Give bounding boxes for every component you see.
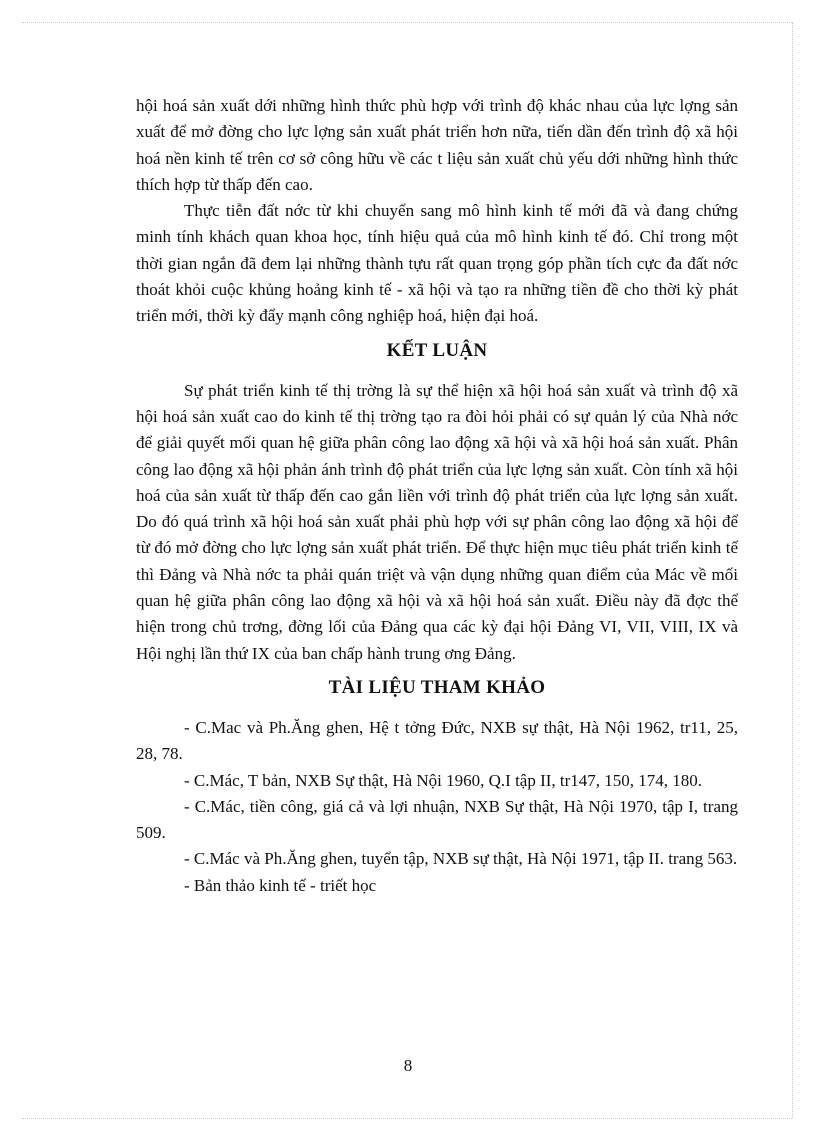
reference-item: - Bản thảo kinh tế - triết học bbox=[184, 875, 377, 895]
paragraph-continuation: hội hoá sản xuất dới những hình thức phù hợp với trình độ khác nhau của lực lợng sản xuất để mở đờng cho lực lợng sản xuất phát triển hơn nữa, tiến dần đến trình độ xã hội hoá nền kinh tế trên cơ sở công hữu về các t liệu sản xuất chủ yếu dới những hình thức thích hợp từ thấp đến cao. bbox=[136, 96, 738, 194]
page-number: 8 bbox=[403, 1056, 413, 1075]
page-content bbox=[136, 93, 738, 899]
conclusion-heading: KẾT LUẬN bbox=[386, 339, 488, 361]
reference-item: - C.Mác, tiền công, giá cả và lợi nhuận, NXB Sự thật, Hà Nội 1970, tập I, trang 509. bbox=[136, 796, 738, 843]
page-border-bottom bbox=[22, 1118, 792, 1119]
paragraph-conclusion: Sự phát triển kinh tế thị trờng là sự thể hiện xã hội hoá sản xuất và trình độ xã hội hoá sản xuất cao do kinh tế thị trờng tạo ra đòi hỏi phải có sự quản lý của Nhà nớc để giải quyết mối quan hệ giữa phân công lao động xã hội và xã hội hoá sản xuất. Phân công lao động xã hội phản ánh trình độ phát triển của lực lợng sản xuất. Còn tính xã hội hoá của sản xuất từ thấp đến cao gắn liền với trình độ phát triển của lực lợng sản xuất. Do đó quá trình xã hội hoá sản xuất phải phù hợp với sự phân công lao động xã hội để từ đó mở đờng cho lực lợng sản xuất phát triển. Để thực hiện mục tiêu phát triển kinh tế thì Đảng và Nhà nớc ta phải quán triệt và vận dụng những quan điểm của Mác về mối quan hệ giữa phân công lao động xã hội và xã hội hoá sản xuất. Điều này đã đợc thể hiện trong chủ trơng, đờng lối của Đảng qua các kỳ đại hội Đảng VI, VII, VIII, IX và Hội nghị lần thứ IX của ban chấp hành trung ơng Đảng. bbox=[136, 380, 738, 663]
page-border-top bbox=[22, 22, 792, 23]
paragraph-practice: Thực tiễn đất nớc từ khi chuyển sang mô hình kinh tế mới đã và đang chứng minh tính khách quan khoa học, tính hiệu quả của mô hình kinh tế đó. Chỉ trong một thời gian ngắn đã đem lại những thành tựu rất quan trọng góp phần tích cực đa đất nớc thoát khỏi cuộc khủng hoảng kinh tế - xã hội và tạo ra những tiền đề cho thời kỳ phát triển mới, thời kỳ đẩy mạnh công nghiệp hoá, hiện đại hoá. bbox=[136, 201, 738, 326]
reference-item: - C.Mác, T bản, NXB Sự thật, Hà Nội 1960, Q.I tập II, tr147, 150, 174, 180. bbox=[184, 770, 703, 790]
references-heading: TÀI LIỆU THAM KHẢO bbox=[328, 676, 546, 698]
reference-item: - C.Mac và Ph.Ăng ghen, Hệ t tởng Đức, NXB sự thật, Hà Nội 1962, tr11, 25, 28, 78. bbox=[136, 717, 738, 764]
reference-item: - C.Mác và Ph.Ăng ghen, tuyển tập, NXB sự thật, Hà Nội 1971, tập II. trang 563. bbox=[184, 849, 738, 869]
references-list bbox=[136, 715, 738, 899]
page-border-right bbox=[792, 22, 793, 1118]
